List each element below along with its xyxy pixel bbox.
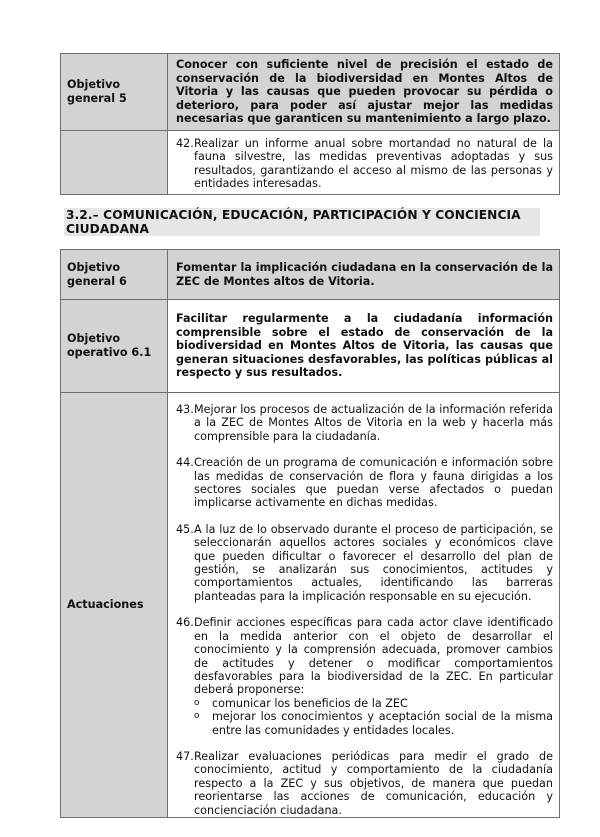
objective-table-6 <box>60 249 560 818</box>
action-item: 42. Realizar un informe anual sobre mortandad no natural de la fauna silvestre, las medidas preventivas adoptadas y sus resultados, garantizando el acceso al mismo de las personas y entidades interesadas. <box>176 136 553 190</box>
objective-table-5 <box>60 53 560 195</box>
general-objective-5-label: Objetivo general 5 <box>61 54 168 131</box>
sub-item: o comunicar los beneficios de la ZEC <box>194 696 408 710</box>
action-item: 43. Mejorar los procesos de actualización de la información referida a la ZEC de Montes Altos de Vitoria en la web y hacerla más comprensible para la ciudadanía. <box>176 403 553 443</box>
actions-cell <box>168 393 560 818</box>
operative-objective-text: Facilitar regularmente a la ciudadanía información comprensible sobre el estado de conservación de la biodiversidad en Montes Altos de Vitoria, las causas que generan situaciones desfavorables, las políticas públicas al respecto y sus resultados. <box>168 300 560 393</box>
action-item: 47. Realizar evaluaciones periódicas para medir el grado de conocimiento, actitud y comportamiento de la ciudadanía respecto a la ZEC y sus objetivos, de manera que puedan reorientarse las acciones de comunicación, educación y concienciación ciudadana. <box>176 749 553 817</box>
sub-item: o mejorar los conocimientos y aceptación social de la misma entre las comunidades y entidades locales. <box>194 710 553 737</box>
action-item: 44. Creación de un programa de comunicación e información sobre las medidas de conservación de flora y fauna dirigidas a los sectores sociales que puedan verse afectados o puedan implicarse activamente en dichas medidas. <box>176 456 553 510</box>
action-item: 45. A la luz de lo observado durante el proceso de participación, se seleccionarán aquellos actores sociales y económicos clave que pueden dificultar o favorecer el desarrollo del plan de gestión, se analizarán sus conocimientos, actitudes y comportamientos actuales, identificando las barreras planteadas para la implicación responsable en su ejecución. <box>176 522 553 603</box>
general-objective-5-text: Conocer con suficiente nivel de precisión el estado de conservación de la biodiversidad en Montes Altos de Vitoria y las causas que pueden provocar su pérdida o deterioro, para poder así ajustar mejor las medidas necesarias que garanticen su mantenimiento a largo plazo. <box>168 54 560 131</box>
action-item: 46. Definir acciones específicas para cada actor clave identificado en la medida anterior con el objeto de desarrollar el conocimiento y la comprensión adecuada, promover cambios de actitudes y detener o modificar comportamientos desfavorables para la biodiversidad de la ZEC. En particular deberá proponerse: <box>176 616 553 697</box>
general-objective-6-label: Objetivo general 6 <box>61 250 168 300</box>
actions-label: Actuaciones <box>61 393 168 818</box>
general-objective-6-text: Fomentar la implicación ciudadana en la conservación de la ZEC de Montes altos de Vitoria. <box>168 250 560 300</box>
circle-bullet-icon: o <box>194 711 200 722</box>
operative-objective-label: Objetivo operativo 6.1 <box>61 300 168 393</box>
circle-bullet-icon: o <box>194 697 200 708</box>
section-heading: 3.2.– COMUNICACIÓN, EDUCACIÓN, PARTICIPACIÓN Y CONCIENCIA CIUDADANA <box>64 208 540 236</box>
empty-label-cell <box>61 131 168 195</box>
action-cell <box>168 131 560 195</box>
